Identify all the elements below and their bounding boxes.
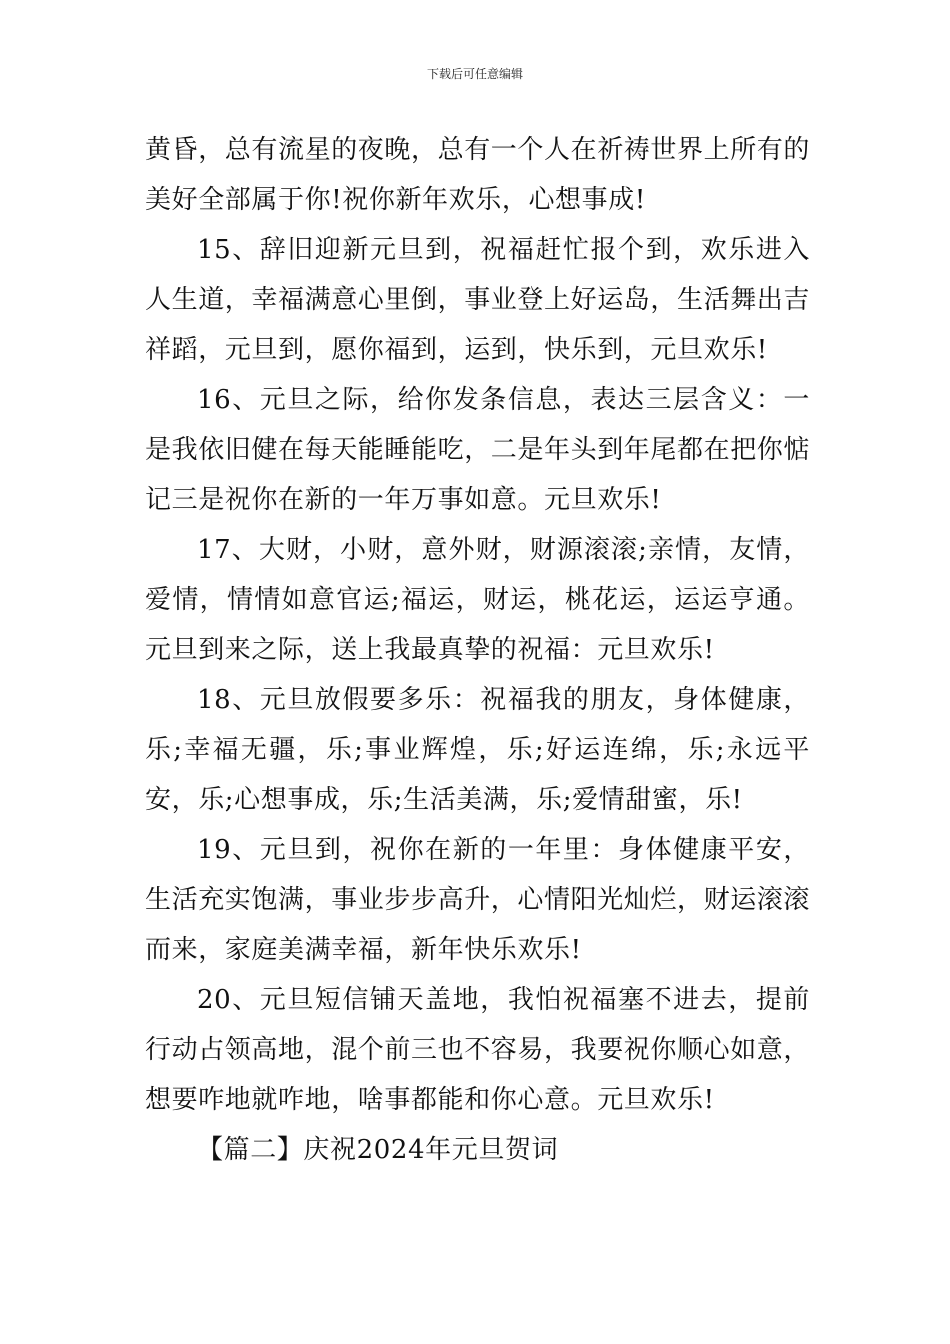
paragraph-item-18: 18、元旦放假要多乐：祝福我的朋友，身体健康，乐;幸福无疆，乐;事业辉煌，乐;好运连绵，乐;永远平安，乐;心想事成，乐;生活美满，乐;爱情甜蜜，乐! (145, 685, 810, 815)
paragraph-item-19: 19、元旦到，祝你在新的一年里：身体健康平安，生活充实饱满，事业步步高升，心情阳光灿烂，财运滚滚而来，家庭美满幸福，新年快乐欢乐! (145, 835, 811, 965)
paragraph-item-15: 15、辞旧迎新元旦到，祝福赶忙报个到，欢乐进入人生道，幸福满意心里倒，事业登上好运岛，生活舞出吉祥蹈，元旦到，愿你福到，运到，快乐到，元旦欢乐! (145, 235, 811, 365)
paragraph-item-20: 20、元旦短信铺天盖地，我怕祝福塞不进去，提前行动占领高地，混个前三也不容易，我要祝你顺心如意，想要咋地就咋地，啥事都能和你心意。元旦欢乐! (145, 985, 811, 1115)
paragraph-continuation: 黄昏，总有流星的夜晚，总有一个人在祈祷世界上所有的美好全部属于你!祝你新年欢乐，心想事成! (145, 135, 811, 215)
document-body (145, 125, 810, 1175)
paragraph-item-17: 17、大财，小财，意外财，财源滚滚;亲情，友情，爱情，情情如意官运;福运，财运，桃花运，运运亨通。元旦到来之际，送上我最真挚的祝福：元旦欢乐! (145, 535, 810, 665)
section-heading: 【篇二】庆祝2024年元旦贺词 (197, 1135, 559, 1165)
paragraph-item-16: 16、元旦之际，给你发条信息，表达三层含义：一是我依旧健在每天能睡能吃，二是年头到年尾都在把你惦记三是祝你在新的一年万事如意。元旦欢乐! (145, 385, 811, 515)
header-note: 下载后可任意编辑 (426, 67, 523, 81)
